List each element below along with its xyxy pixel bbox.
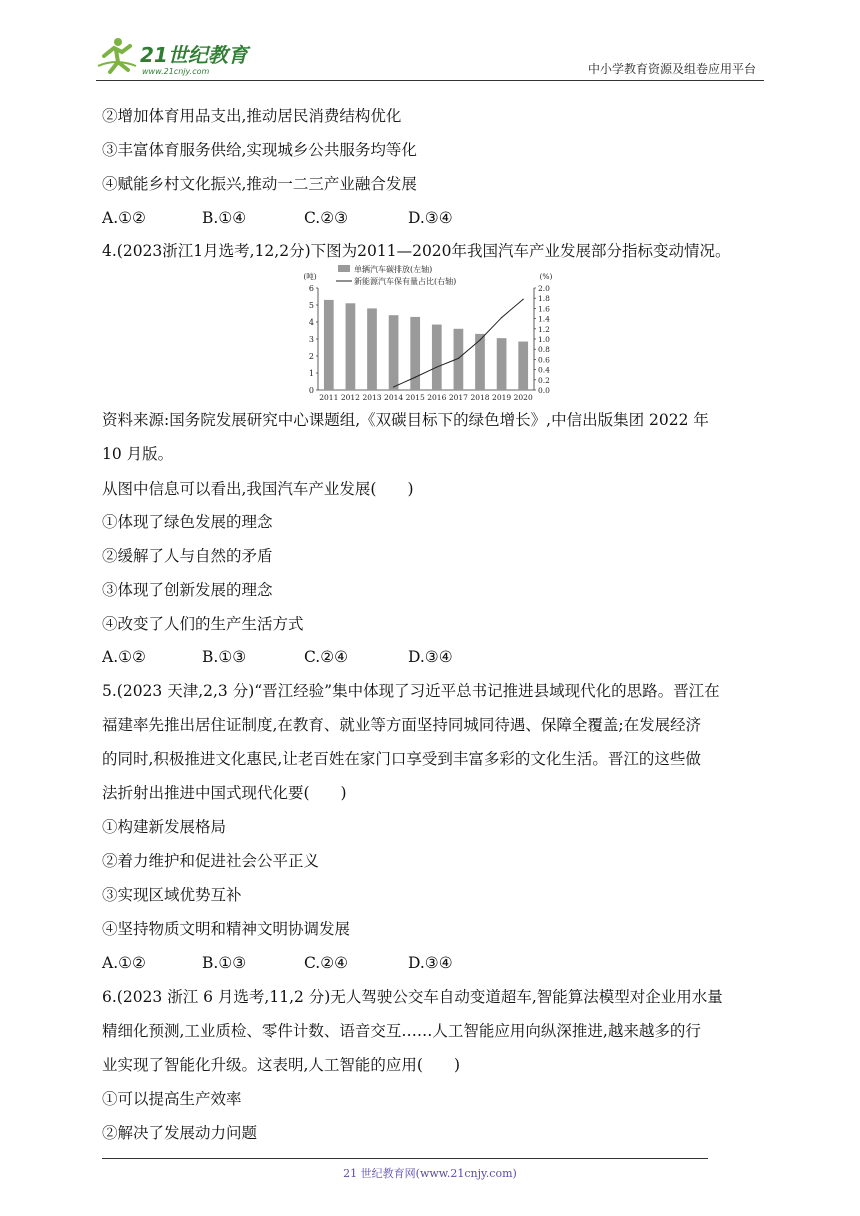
footer-text: 21 世纪教育网(www.21cnjy.com) <box>343 1167 517 1180</box>
footer-divider <box>102 1158 708 1159</box>
right-tick-label: 1.8 <box>538 294 550 304</box>
automobile-industry-chart <box>298 262 564 402</box>
q6-item-1: ①可以提高生产效率 <box>102 1090 242 1108</box>
q6-item-2: ②解决了发展动力问题 <box>102 1124 258 1142</box>
left-tick-label: 2 <box>308 352 314 361</box>
svg-text:21世纪教育: 21世纪教育 <box>140 43 248 67</box>
x-tick-label: 2019 <box>492 393 512 402</box>
option-c: C.②④ <box>304 954 349 972</box>
bar-2011 <box>324 300 334 390</box>
legend-bar-label: 单辆汽车碳排放(左轴) <box>354 265 433 274</box>
right-axis-unit: (%) <box>539 272 553 281</box>
bar-2016 <box>432 325 442 390</box>
q5-line-4: 法折射出推进中国式现代化要( ) <box>102 784 347 802</box>
site-logo <box>96 36 266 78</box>
share-point-2020 <box>523 299 524 300</box>
x-tick-label: 2013 <box>362 393 382 402</box>
q4-item-2: ②缓解了人与自然的矛盾 <box>102 547 273 565</box>
right-tick-label: 0.0 <box>538 386 550 395</box>
q4-source-line-2: 10 月版。 <box>102 445 174 463</box>
option-b: B.①④ <box>202 209 247 227</box>
q4-item-4: ④改变了人们的生产生活方式 <box>102 615 304 633</box>
x-tick-label: 2020 <box>513 393 533 402</box>
legend-line-label: 新能源汽车保有量占比(右轴) <box>354 277 457 286</box>
bar-2019 <box>497 338 507 390</box>
q5-item-4: ④坚持物质文明和精神文明协调发展 <box>102 920 351 938</box>
option-b: B.①③ <box>202 648 247 666</box>
q5-line-1: 5.(2023 天津,2,3 分)“晋江经验”集中体现了习近平总书记推进县域现代化的思路。晋江在 <box>102 682 720 700</box>
x-tick-label: 2017 <box>448 393 468 402</box>
q4-question: 从图中信息可以看出,我国汽车产业发展( ) <box>102 480 414 498</box>
q3-item-4: ④赋能乡村文化振兴,推动一二三产业融合发展 <box>102 175 417 193</box>
share-point-2016 <box>436 366 437 367</box>
share-point-2017 <box>458 358 459 359</box>
q4-item-1: ①体现了绿色发展的理念 <box>102 513 273 531</box>
q5-item-3: ③实现区域优势互补 <box>102 886 242 904</box>
left-tick-label: 1 <box>308 369 314 378</box>
x-tick-label: 2012 <box>340 393 360 402</box>
right-tick-label: 1.0 <box>538 335 550 344</box>
q6-line-1: 6.(2023 浙江 6 月选考,11,2 分)无人驾驶公交车自动变道超车,智能算法模型对企业用水量 <box>102 988 723 1006</box>
bar-2013 <box>367 308 377 390</box>
left-tick-label: 3 <box>308 335 314 344</box>
share-point-2019 <box>501 317 502 318</box>
left-tick-label: 4 <box>308 318 314 327</box>
option-d: D.③④ <box>408 209 453 227</box>
q5-line-3: 的同时,积极推进文化惠民,让老百姓在家门口享受到丰富多彩的文化生活。晋江的这些做 <box>102 750 701 768</box>
option-d: D.③④ <box>408 954 453 972</box>
option-a: A.①② <box>102 954 146 972</box>
q4-stem: 4.(2023浙江1月选考,12,2分)下图为2011—2020年我国汽车产业发展部分指标变动情况。 <box>102 242 731 260</box>
share-point-2014 <box>393 386 394 387</box>
x-tick-label: 2016 <box>427 393 447 402</box>
q5-item-2: ②着力维护和促进社会公平正义 <box>102 852 320 870</box>
x-tick-label: 2014 <box>384 393 404 402</box>
option-d: D.③④ <box>408 648 453 666</box>
legend-bar-swatch <box>338 265 350 272</box>
x-tick-label: 2015 <box>405 393 425 402</box>
left-tick-label: 6 <box>308 284 314 293</box>
share-point-2015 <box>415 377 416 378</box>
share-point-2018 <box>479 339 480 340</box>
q6-line-2: 精细化预测,工业质检、零件计数、语音交互……人工智能应用向纵深推进,越来越多的行 <box>102 1022 701 1040</box>
bar-2014 <box>389 315 399 390</box>
header-divider <box>96 80 764 81</box>
q4-source-line-1: 资料来源:国务院发展研究中心课题组,《双碳目标下的绿色增长》,中信出版集团 2022 年 <box>102 411 709 429</box>
right-tick-label: 0.4 <box>538 365 550 375</box>
left-axis-unit: (吨) <box>303 272 317 281</box>
svg-text:www.21cnjy.com: www.21cnjy.com <box>142 67 210 76</box>
left-tick-label: 5 <box>308 301 314 310</box>
right-tick-label: 0.6 <box>538 355 550 365</box>
option-c: C.②④ <box>304 648 349 666</box>
right-tick-label: 2.0 <box>538 284 550 293</box>
x-tick-label: 2011 <box>319 393 339 402</box>
q5-line-2: 福建率先推出居住证制度,在教育、就业等方面坚持同城同待遇、保障全覆盖;在发展经济 <box>102 716 702 734</box>
right-tick-label: 0.8 <box>538 345 550 355</box>
q5-item-1: ①构建新发展格局 <box>102 818 227 836</box>
q4-item-3: ③体现了创新发展的理念 <box>102 581 273 599</box>
q6-line-3: 业实现了智能化升级。这表明,人工智能的应用( ) <box>102 1056 461 1074</box>
page-header <box>96 36 764 80</box>
option-a: A.①② <box>102 209 146 227</box>
option-a: A.①② <box>102 648 146 666</box>
option-c: C.②③ <box>304 209 349 227</box>
left-tick-label: 0 <box>308 386 314 395</box>
right-tick-label: 1.6 <box>538 304 550 314</box>
bar-2020 <box>518 342 528 390</box>
option-b: B.①③ <box>202 954 247 972</box>
platform-name: 中小学教育资源及组卷应用平台 <box>587 62 756 76</box>
q3-item-3: ③丰富体育服务供给,实现城乡公共服务均等化 <box>102 141 417 159</box>
q3-item-2: ②增加体育用品支出,推动居民消费结构优化 <box>102 107 402 125</box>
right-tick-label: 0.2 <box>538 375 550 385</box>
right-tick-label: 1.4 <box>538 314 550 324</box>
bar-2012 <box>346 303 356 390</box>
right-tick-label: 1.2 <box>538 324 550 334</box>
x-tick-label: 2018 <box>470 393 490 402</box>
